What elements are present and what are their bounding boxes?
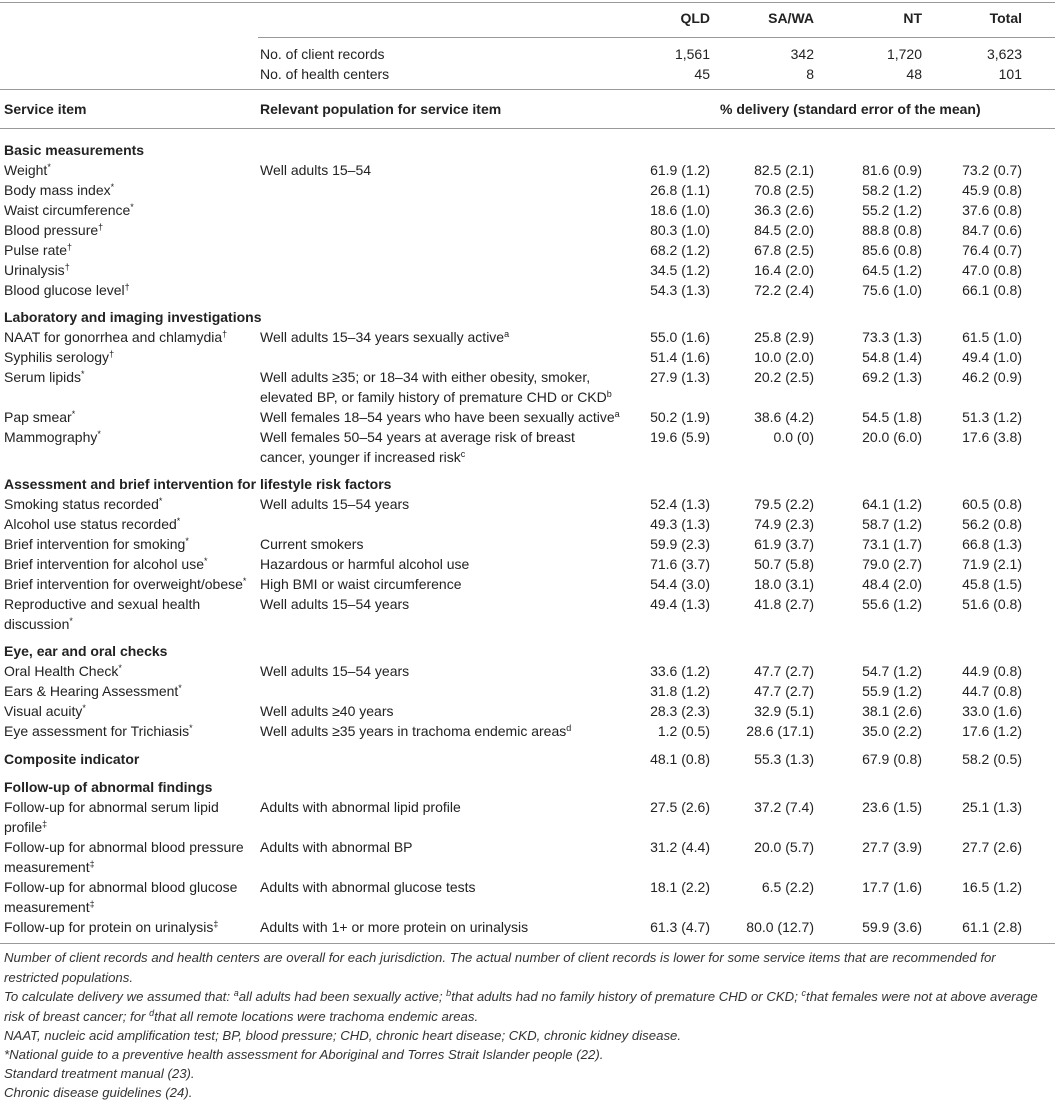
footnote-mark: * <box>110 182 115 192</box>
delivery-nt: 55.6 (1.2) <box>862 596 922 612</box>
delivery-nt: 58.7 (1.2) <box>862 516 922 532</box>
service-item-label: Eye assessment for Trichiasis <box>4 723 190 739</box>
delivery-qld: 61.9 (1.2) <box>650 162 710 178</box>
service-item-label: Reproductive and sexual health discussion <box>4 596 201 632</box>
delivery-total: 46.2 (0.9) <box>962 369 1022 385</box>
delivery-total: 66.8 (1.3) <box>962 536 1022 552</box>
delivery-qld: 26.8 (1.1) <box>650 182 710 198</box>
delivery-sawa: 82.5 (2.1) <box>754 162 814 178</box>
col-header-delivery: % delivery (standard error of the mean) <box>720 101 981 117</box>
relevant-population <box>260 661 620 681</box>
service-item <box>4 917 254 937</box>
relevant-population-label: Well females 18–54 years who have been sexually active <box>260 409 615 425</box>
delivery-nt: 75.6 (1.0) <box>862 282 922 298</box>
footnote-mark: * <box>130 202 134 212</box>
delivery-total: 49.4 (1.0) <box>962 349 1022 365</box>
relevant-population-label: Well adults 15–54 years <box>260 663 410 679</box>
delivery-sawa: 50.7 (5.8) <box>754 556 814 572</box>
delivery-qld: 34.5 (1.2) <box>650 262 710 278</box>
service-item <box>4 367 254 387</box>
delivery-sawa: 72.2 (2.4) <box>754 282 814 298</box>
footnote-mark: † <box>67 242 73 252</box>
delivery-qld: 28.3 (2.3) <box>650 703 710 719</box>
delivery-nt: 20.0 (6.0) <box>862 429 922 445</box>
delivery-total: 47.0 (0.8) <box>962 262 1022 278</box>
service-item-label: Ears & Hearing Assessment <box>4 683 179 699</box>
delivery-sawa: 20.0 (5.7) <box>754 839 814 855</box>
footnote-mark: ‡ <box>42 819 48 829</box>
footnote-mark: * <box>189 723 193 733</box>
service-item <box>4 574 254 594</box>
service-item-label: Weight <box>4 162 48 178</box>
delivery-total: 17.6 (1.2) <box>962 723 1022 739</box>
footnote-mark: † <box>64 262 70 272</box>
service-item <box>4 681 254 701</box>
relevant-population-label: Well females 50–54 years at average risk of breast cancer, younger if increased risk <box>260 429 575 465</box>
service-item-label: Visual acuity <box>4 703 83 719</box>
delivery-total: 60.5 (0.8) <box>962 496 1022 512</box>
delivery-total: 45.9 (0.8) <box>962 182 1022 198</box>
delivery-qld: 54.3 (1.3) <box>650 282 710 298</box>
delivery-sawa: 47.7 (2.7) <box>754 683 814 699</box>
footnote-mark: ‡ <box>89 899 95 909</box>
col-header-total: Total <box>989 10 1022 26</box>
bottom-rule <box>0 943 1055 944</box>
delivery-nt: 73.3 (1.3) <box>862 329 922 345</box>
service-item <box>4 220 254 240</box>
delivery-qld: 68.2 (1.2) <box>650 242 710 258</box>
footnote-mark: † <box>109 349 115 359</box>
delivery-sawa: 36.3 (2.6) <box>754 202 814 218</box>
relevant-population <box>260 534 620 554</box>
service-item-label: NAAT for gonorrhea and chlamydia <box>4 329 223 345</box>
service-item <box>4 594 254 634</box>
delivery-qld: 19.6 (5.9) <box>650 429 710 445</box>
footnote-mark: * <box>97 429 101 439</box>
delivery-nt: 85.6 (0.8) <box>862 242 922 258</box>
delivery-nt: 55.2 (1.2) <box>862 202 922 218</box>
footnote-mark: † <box>98 222 104 232</box>
col-header-qld: QLD <box>680 10 710 26</box>
service-item-label: Smoking status recorded <box>4 496 159 512</box>
service-item-label: Pulse rate <box>4 242 68 258</box>
service-item-label: Serum lipids <box>4 369 82 385</box>
footnote-mark: * <box>82 703 86 713</box>
service-item <box>4 494 254 514</box>
delivery-total: 27.7 (2.6) <box>962 839 1022 855</box>
footnote-dagger: Standard treatment manual (23). <box>4 1066 195 1081</box>
relevant-population <box>260 367 620 407</box>
delivery-total: 51.3 (1.2) <box>962 409 1022 425</box>
col-header-sawa: SA/WA <box>768 10 814 26</box>
delivery-qld: 59.9 (2.3) <box>650 536 710 552</box>
service-item <box>4 407 254 427</box>
relevant-population <box>260 797 620 817</box>
delivery-nt: 55.9 (1.2) <box>862 683 922 699</box>
relevant-population <box>260 837 620 857</box>
relevant-population-label: Well adults 15–54 years <box>260 596 410 612</box>
service-item <box>4 347 254 367</box>
relevant-population-label: High BMI or waist circumference <box>260 576 462 592</box>
relevant-population-label: Well adults ≥35; or 18–34 with either obesity, smoker, elevated BP, or family history of premature CHD or CKD <box>260 369 607 405</box>
subheader-rule-bottom <box>0 128 1055 129</box>
service-item-label: Brief intervention for alcohol use <box>4 556 204 572</box>
service-item <box>4 240 254 260</box>
delivery-sawa: 38.6 (4.2) <box>754 409 814 425</box>
relevant-population <box>260 917 620 937</box>
header-rule <box>258 37 1055 38</box>
delivery-qld: 1.2 (0.5) <box>657 723 710 739</box>
service-item <box>4 554 254 574</box>
service-item-label: Brief intervention for overweight/obese <box>4 576 243 592</box>
health-centers-qld: 45 <box>694 66 710 82</box>
relevant-population-label: Current smokers <box>260 536 364 552</box>
footnote-mark: * <box>178 683 182 693</box>
delivery-sawa: 61.9 (3.7) <box>754 536 814 552</box>
service-item-label: Mammography <box>4 429 98 445</box>
delivery-sawa: 25.8 (2.9) <box>754 329 814 345</box>
delivery-nt: 27.7 (3.9) <box>862 839 922 855</box>
delivery-total: 84.7 (0.6) <box>962 222 1022 238</box>
delivery-qld: 50.2 (1.9) <box>650 409 710 425</box>
service-item <box>4 260 254 280</box>
footnote-star: *National guide to a preventive health assessment for Aboriginal and Torres Strait Islander people (22). <box>4 1047 604 1062</box>
delivery-qld: 27.5 (2.6) <box>650 799 710 815</box>
delivery-sawa: 16.4 (2.0) <box>754 262 814 278</box>
service-item <box>4 160 254 180</box>
delivery-qld: 51.4 (1.6) <box>650 349 710 365</box>
footnote-mark: d <box>566 723 572 733</box>
delivery-nt: 54.8 (1.4) <box>862 349 922 365</box>
footnote-mark: * <box>185 536 189 546</box>
delivery-total: 33.0 (1.6) <box>962 703 1022 719</box>
section-value-sawa: 55.3 (1.3) <box>754 751 814 767</box>
delivery-sawa: 41.8 (2.7) <box>754 596 814 612</box>
delivery-sawa: 10.0 (2.0) <box>754 349 814 365</box>
relevant-population-label: Well adults 15–34 years sexually active <box>260 329 505 345</box>
delivery-nt: 69.2 (1.3) <box>862 369 922 385</box>
section-title: Eye, ear and oral checks <box>4 643 168 659</box>
relevant-population-label: Well adults ≥40 years <box>260 703 394 719</box>
delivery-sawa: 67.8 (2.5) <box>754 242 814 258</box>
delivery-qld: 54.4 (3.0) <box>650 576 710 592</box>
section-title: Basic measurements <box>4 142 145 158</box>
footnote-mark: * <box>118 663 122 673</box>
footnote-mark: * <box>204 556 208 566</box>
delivery-total: 16.5 (1.2) <box>962 879 1022 895</box>
delivery-nt: 73.1 (1.7) <box>862 536 922 552</box>
relevant-population-label: Adults with abnormal lipid profile <box>260 799 461 815</box>
client-records-sawa: 342 <box>790 46 814 62</box>
footnote-mark: † <box>124 282 130 292</box>
relevant-population-label: Hazardous or harmful alcohol use <box>260 556 470 572</box>
delivery-total: 45.8 (1.5) <box>962 576 1022 592</box>
delivery-sawa: 37.2 (7.4) <box>754 799 814 815</box>
delivery-sawa: 79.5 (2.2) <box>754 496 814 512</box>
footnote-abbreviations: NAAT, nucleic acid amplification test; BP, blood pressure; CHD, chronic heart disease; CKD, chronic kidney disease. <box>4 1028 682 1043</box>
service-item <box>4 180 254 200</box>
service-item <box>4 797 254 837</box>
footnote-mark: * <box>71 409 76 419</box>
relevant-population-label: Well adults 15–54 years <box>260 496 410 512</box>
section-title: Laboratory and imaging investigations <box>4 309 262 325</box>
delivery-qld: 18.6 (1.0) <box>650 202 710 218</box>
delivery-total: 44.9 (0.8) <box>962 663 1022 679</box>
col-header-nt: NT <box>903 10 922 26</box>
delivery-sawa: 18.0 (3.1) <box>754 576 814 592</box>
delivery-qld: 71.6 (3.7) <box>650 556 710 572</box>
service-item <box>4 721 254 741</box>
health-centers-nt: 48 <box>906 66 922 82</box>
relevant-population <box>260 494 620 514</box>
delivery-qld: 33.6 (1.2) <box>650 663 710 679</box>
delivery-qld: 49.3 (1.3) <box>650 516 710 532</box>
relevant-population <box>260 407 620 427</box>
delivery-total: 25.1 (1.3) <box>962 799 1022 815</box>
delivery-nt: 59.9 (3.6) <box>862 919 922 935</box>
delivery-nt: 48.4 (2.0) <box>862 576 922 592</box>
delivery-total: 71.9 (2.1) <box>962 556 1022 572</box>
footnote-mark: * <box>242 576 247 586</box>
delivery-qld: 52.4 (1.3) <box>650 496 710 512</box>
relevant-population <box>260 327 620 347</box>
footnote-mark: * <box>176 516 181 526</box>
service-item-label: Oral Health Check <box>4 663 119 679</box>
relevant-population-label: Well adults ≥35 years in trachoma endemic areas <box>260 723 567 739</box>
delivery-qld: 31.8 (1.2) <box>650 683 710 699</box>
col-header-service-item: Service item <box>4 101 87 117</box>
section-title: Follow-up of abnormal findings <box>4 779 213 795</box>
service-item-label: Follow-up for abnormal blood glucose measurement <box>4 879 238 915</box>
delivery-total: 17.6 (3.8) <box>962 429 1022 445</box>
relevant-population <box>260 594 620 614</box>
health-centers-total: 101 <box>998 66 1022 82</box>
delivery-qld: 80.3 (1.0) <box>650 222 710 238</box>
delivery-total: 44.7 (0.8) <box>962 683 1022 699</box>
service-item <box>4 327 254 347</box>
delivery-total: 37.6 (0.8) <box>962 202 1022 218</box>
service-item-label: Follow-up for abnormal blood pressure measurement <box>4 839 244 875</box>
footnote-mark: * <box>47 162 51 172</box>
delivery-qld: 55.0 (1.6) <box>650 329 710 345</box>
footnote-mark: a <box>504 329 510 339</box>
service-item <box>4 661 254 681</box>
section-value-total: 58.2 (0.5) <box>962 751 1022 767</box>
delivery-sawa: 28.6 (17.1) <box>746 723 814 739</box>
client-records-nt: 1,720 <box>886 46 922 62</box>
delivery-nt: 54.5 (1.8) <box>862 409 922 425</box>
delivery-nt: 64.5 (1.2) <box>862 262 922 278</box>
service-item-label: Brief intervention for smoking <box>4 536 186 552</box>
delivery-sawa: 0.0 (0) <box>773 429 814 445</box>
delivery-nt: 88.8 (0.8) <box>862 222 922 238</box>
relevant-population-label: Adults with abnormal BP <box>260 839 413 855</box>
delivery-total: 61.5 (1.0) <box>962 329 1022 345</box>
service-item <box>4 701 254 721</box>
service-item <box>4 280 254 300</box>
footnote-ddagger: Chronic disease guidelines (24). <box>4 1085 193 1100</box>
service-item-label: Waist circumference <box>4 202 131 218</box>
delivery-nt: 79.0 (2.7) <box>862 556 922 572</box>
relevant-population-label: Adults with 1+ or more protein on urinalysis <box>260 919 529 935</box>
service-item-label: Blood glucose level <box>4 282 125 298</box>
section-value-qld: 48.1 (0.8) <box>650 751 710 767</box>
service-item <box>4 837 254 877</box>
service-item-label: Alcohol use status recorded <box>4 516 177 532</box>
delivery-sawa: 80.0 (12.7) <box>746 919 814 935</box>
delivery-total: 66.1 (0.8) <box>962 282 1022 298</box>
relevant-population <box>260 574 620 594</box>
service-item-label: Syphilis serology <box>4 349 110 365</box>
relevant-population <box>260 877 620 897</box>
service-item <box>4 877 254 917</box>
client-records-total: 3,623 <box>986 46 1022 62</box>
delivery-nt: 58.2 (1.2) <box>862 182 922 198</box>
delivery-total: 76.4 (0.7) <box>962 242 1022 258</box>
delivery-sawa: 74.9 (2.3) <box>754 516 814 532</box>
delivery-nt: 23.6 (1.5) <box>862 799 922 815</box>
service-item-label: Pap smear <box>4 409 72 425</box>
relevant-population-label: Well adults 15–54 <box>260 162 372 178</box>
service-item-label: Follow-up for abnormal serum lipid profile <box>4 799 219 835</box>
delivery-sawa: 70.8 (2.5) <box>754 182 814 198</box>
service-item <box>4 534 254 554</box>
relevant-population <box>260 701 620 721</box>
relevant-population <box>260 427 620 467</box>
delivery-nt: 54.7 (1.2) <box>862 663 922 679</box>
delivery-nt: 17.7 (1.6) <box>862 879 922 895</box>
service-item <box>4 514 254 534</box>
delivery-qld: 49.4 (1.3) <box>650 596 710 612</box>
footnote-mark: ‡ <box>213 919 219 929</box>
delivery-nt: 38.1 (2.6) <box>862 703 922 719</box>
footnote-assumptions: To calculate delivery we assumed that: $^a$all adults had been sexually active; $^b$that adults had no family history of premature CHD or CKD; $^c$that females were not at above average risk of breast cancer; for $^d$that all remote locations were trachoma endemic areas. <box>4 988 1038 1024</box>
service-item-label: Body mass index <box>4 182 111 198</box>
service-item-label: Follow-up for protein on urinalysis <box>4 919 214 935</box>
relevant-population <box>260 554 620 574</box>
service-item <box>4 200 254 220</box>
footnote-mark: a <box>614 409 620 419</box>
subheader-rule-top <box>0 89 1055 90</box>
section-value-nt: 67.9 (0.8) <box>862 751 922 767</box>
delivery-sawa: 47.7 (2.7) <box>754 663 814 679</box>
footnote-records: Number of client records and health centers are overall for each jurisdiction. The actual number of client records is lower for some service items that are recommended for restricted populations. <box>4 950 996 985</box>
footnote-mark: ‡ <box>89 859 95 869</box>
footnote-mark: † <box>222 329 228 339</box>
delivery-qld: 27.9 (1.3) <box>650 369 710 385</box>
delivery-qld: 18.1 (2.2) <box>650 879 710 895</box>
delivery-nt: 81.6 (0.9) <box>862 162 922 178</box>
footnote-mark: * <box>81 369 85 379</box>
footnote-mark: b <box>606 389 612 399</box>
top-rule <box>0 2 1055 3</box>
relevant-population <box>260 160 620 180</box>
health-centers-label: No. of health centers <box>260 66 390 82</box>
health-centers-sawa: 8 <box>806 66 814 82</box>
client-records-qld: 1,561 <box>674 46 710 62</box>
service-item-label: Blood pressure <box>4 222 99 238</box>
service-item-label: Urinalysis <box>4 262 65 278</box>
footnote-mark: * <box>158 496 163 506</box>
footnote-mark: c <box>460 449 466 459</box>
delivery-qld: 31.2 (4.4) <box>650 839 710 855</box>
service-item <box>4 427 254 447</box>
delivery-qld: 61.3 (4.7) <box>650 919 710 935</box>
delivery-total: 73.2 (0.7) <box>962 162 1022 178</box>
section-title: Assessment and brief intervention for lifestyle risk factors <box>4 476 392 492</box>
delivery-sawa: 32.9 (5.1) <box>754 703 814 719</box>
relevant-population-label: Adults with abnormal glucose tests <box>260 879 476 895</box>
delivery-nt: 35.0 (2.2) <box>862 723 922 739</box>
section-title: Composite indicator <box>4 751 140 767</box>
delivery-total: 51.6 (0.8) <box>962 596 1022 612</box>
client-records-label: No. of client records <box>260 46 385 62</box>
delivery-sawa: 20.2 (2.5) <box>754 369 814 385</box>
delivery-sawa: 84.5 (2.0) <box>754 222 814 238</box>
col-header-population: Relevant population for service item <box>260 101 502 117</box>
delivery-nt: 64.1 (1.2) <box>862 496 922 512</box>
footnote-mark: * <box>69 616 73 626</box>
delivery-total: 61.1 (2.8) <box>962 919 1022 935</box>
delivery-sawa: 6.5 (2.2) <box>761 879 814 895</box>
relevant-population <box>260 721 620 741</box>
delivery-total: 56.2 (0.8) <box>962 516 1022 532</box>
